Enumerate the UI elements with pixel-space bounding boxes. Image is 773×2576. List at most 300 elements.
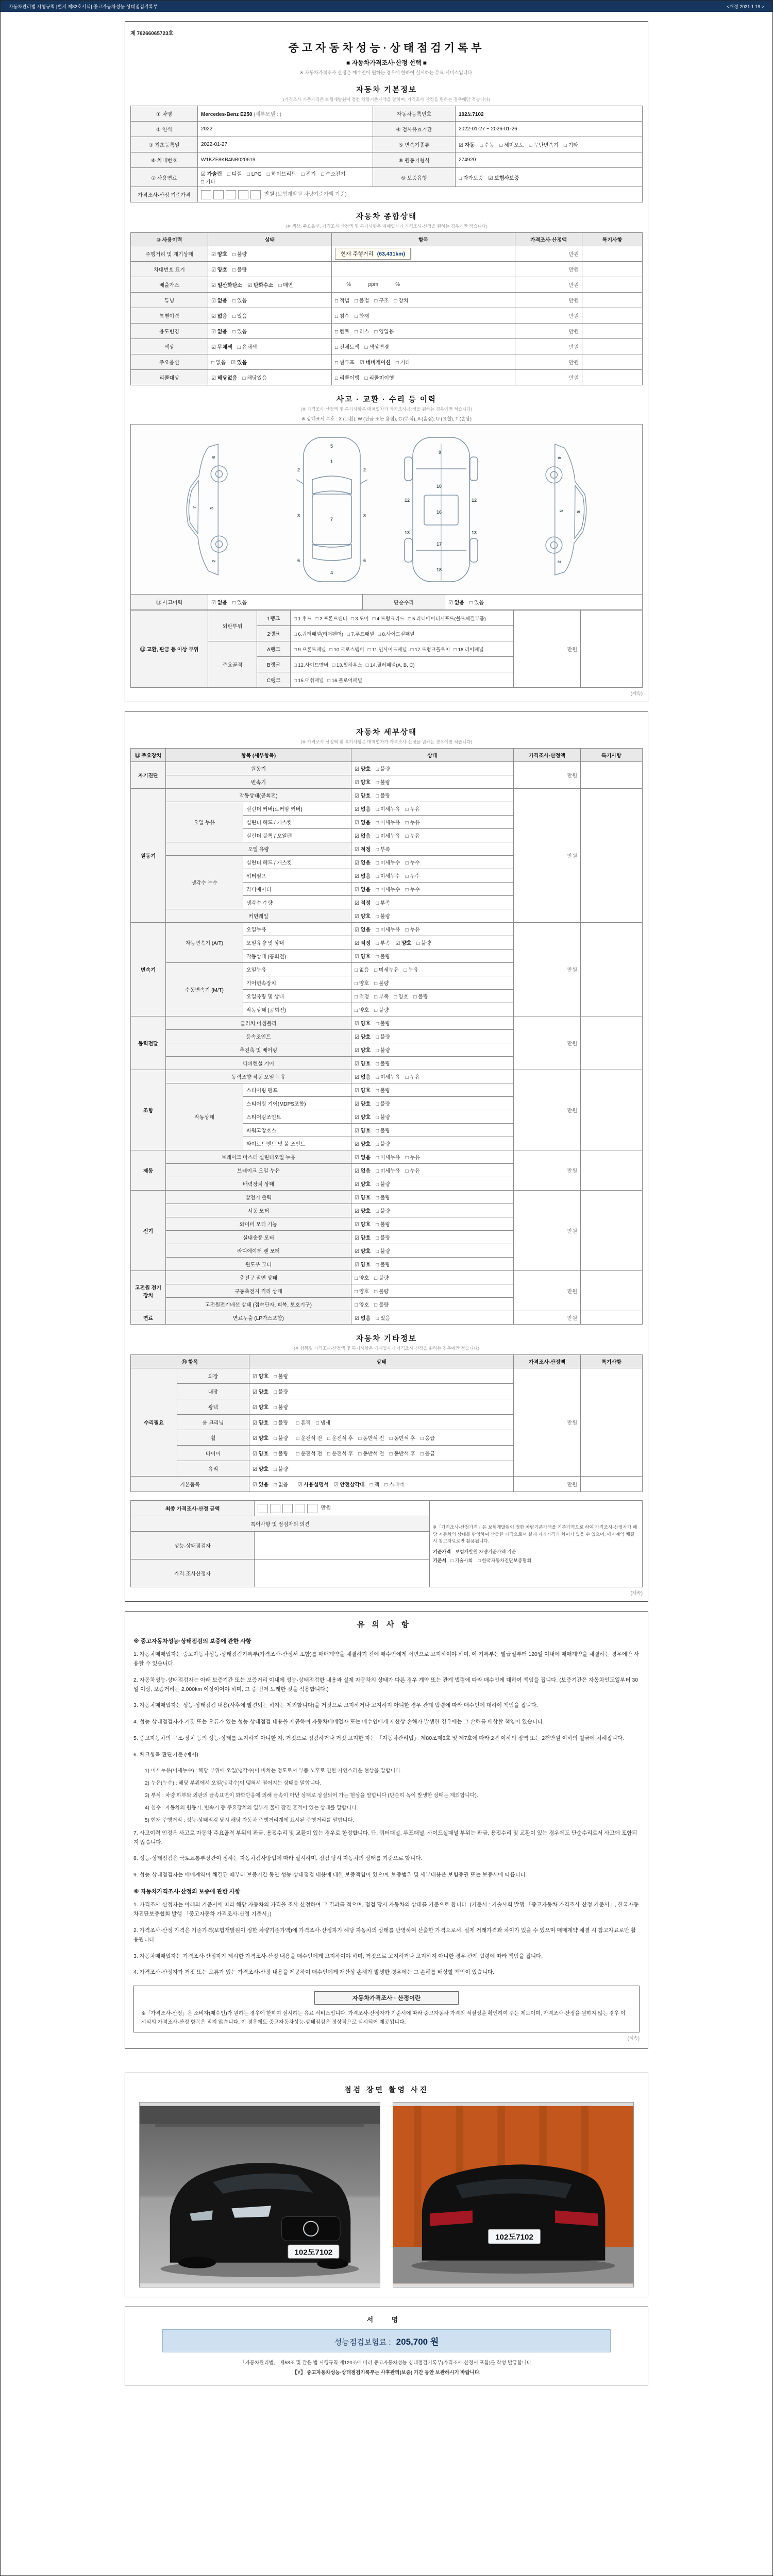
- notice-item: 6. 체크항목 판단기준 (예시): [133, 1751, 198, 1758]
- basic-info-table: [130, 106, 643, 202]
- item-label: 브레이크 오일 누유: [166, 1164, 351, 1177]
- price-cell: 만원: [514, 1311, 581, 1325]
- section-detail-note: (※ 가격조사·산정액 및 특기사항은 매매업자가 가격조사·산정을 원하는 경우에만 적습니다): [300, 739, 473, 744]
- final-price-digit-boxes: [258, 1504, 320, 1513]
- svg-text:2: 2: [557, 560, 562, 563]
- inspector-signature-area: [255, 1532, 430, 1560]
- note-cell: [582, 339, 643, 354]
- checkbox-unchecked: □ 미세누수: [376, 860, 400, 866]
- checkbox-unchecked: □ 양호: [355, 1276, 369, 1281]
- state-cell: [351, 762, 514, 775]
- detail-row: [131, 1150, 643, 1164]
- checkbox-checked: ☑ 안전삼각대: [333, 1482, 365, 1488]
- block-photos: [125, 2073, 648, 2297]
- year-value: 2022: [198, 122, 373, 137]
- notice-criterion: 1) 미세누유(미세누수) : 해당 부위에 오일(냉각수)이 비치는 정도로서 부품 노후로 인한 자연스러운 현상을 말합니다.: [145, 1768, 402, 1774]
- checkbox-unchecked: □ 15.대쉬패널: [294, 677, 324, 684]
- checkbox-checked: ☑ 양호: [355, 1021, 371, 1027]
- repair-needed-group: 수리필요: [131, 1368, 177, 1477]
- vin-value: W1KZF8KB4NB020619: [198, 152, 373, 168]
- svg-text:5: 5: [330, 443, 333, 449]
- parts-cell: [291, 611, 514, 626]
- state-cell: [351, 1191, 514, 1204]
- checkbox-unchecked: □ 있음: [232, 600, 247, 606]
- etc-row: [131, 1368, 643, 1384]
- checkbox-unchecked: □ 스패너: [384, 1482, 404, 1488]
- checkbox-unchecked: □ 동반석 전: [358, 1451, 384, 1457]
- subitem-label: 오일유량 및 상태: [243, 936, 351, 950]
- subitem-label: 스티어링조인트: [243, 1110, 351, 1124]
- notice-item: 1. 자동차매매업자는 중고자동차성능·상태점검기록부(가격조사·산정서 포함)를 매매계약을 체결하기 전에 매수인에게 서면으로 고지하여야 하며, 이 기록부는 발급일부터 120일 이내에 매매계약을 체결하는 경우에만 사용할 수 있습니다.: [133, 1651, 640, 1667]
- checkbox-unchecked: □ 미세누수: [376, 887, 400, 893]
- device-group-label: 동력전달: [131, 1016, 166, 1070]
- checkbox-checked: ☑ 양호: [355, 1101, 371, 1107]
- subitem-label: 냉각수 수량: [243, 896, 351, 909]
- simple-repair-options: [445, 595, 643, 610]
- checkbox-checked: ☑ 네비게이션: [359, 360, 391, 366]
- page-subtitle: ■ 자동차가격조사·산정 선택 ■: [346, 59, 427, 66]
- checkbox-unchecked: □ 매연: [278, 283, 293, 289]
- checkbox-unchecked: □ 4.트렁크리드: [372, 616, 405, 622]
- exchange-panel-table: [130, 610, 643, 688]
- final-price-label: 최종 가격조사·산정 금액: [131, 1501, 255, 1516]
- state-cell: [351, 1258, 514, 1271]
- document-number: 제 76266065723호: [130, 31, 174, 37]
- basis-price-value: 보험개발원 차량기준가액 기준: [455, 1549, 516, 1554]
- panel-group-label: 외판부위: [208, 611, 257, 641]
- checkbox-unchecked: □ 6.쿼터패널(리어펜더): [294, 631, 344, 637]
- subitem-label: 타이로드엔드 및 볼 조인트: [243, 1137, 351, 1150]
- item-cell: [332, 324, 515, 339]
- checkbox-unchecked: □ 불량: [232, 252, 247, 258]
- notice-criterion: 2) 누유(누수) : 해당 부위에서 오일(냉각수)이 맺혀서 떨어지는 상태를 말합니다.: [145, 1780, 322, 1786]
- item-label: 고전원전기배선 상태 (접속단자, 피복, 보호기구): [166, 1298, 351, 1311]
- use-history-label: 차대번호 표기: [131, 262, 208, 277]
- continued-marker: (계속): [627, 2036, 640, 2041]
- checkbox-unchecked: □ 누수: [405, 887, 420, 893]
- svg-text:7: 7: [330, 516, 333, 522]
- warranty-notice-title: ※ 중고자동차성능·상태점검의 보증에 관한 사항: [133, 1638, 251, 1645]
- basic-items-cell: [249, 1477, 514, 1492]
- section-etc-head: [130, 1333, 643, 1351]
- checkbox-unchecked: □ 리콜이행: [335, 376, 360, 381]
- accident-history-label: ⑪ 사고이력: [131, 595, 208, 610]
- checkbox-unchecked: □ 18.리어패널: [453, 647, 484, 653]
- mileage-label: 현재 주행거리: [341, 251, 375, 257]
- item-label: 동력조향 작동 오일 누유: [166, 1070, 351, 1083]
- final-price-table: [130, 1500, 643, 1587]
- checkbox-unchecked: □ 불법: [355, 298, 369, 304]
- exchange-section-label: ⑫ 교환, 판금 등 이상 부위: [131, 611, 208, 688]
- col-state: 상태: [249, 1355, 514, 1368]
- use-history-label: 리콜대상: [131, 370, 208, 385]
- checkbox-checked: ☑ 일산화탄소: [211, 283, 243, 289]
- checkbox-unchecked: □ 양호: [355, 981, 369, 987]
- pricing-notice-title: ※ 자동차가격조사·산정의 보증에 관한 사항: [133, 1889, 241, 1895]
- checkbox-checked: ☑ 양호: [355, 954, 371, 960]
- price-cell: 만원: [514, 923, 581, 1016]
- price-cell: 만원: [515, 354, 582, 370]
- checkbox-unchecked: □ 동반석 후: [389, 1451, 415, 1457]
- form-reference-bar: [1, 1, 772, 12]
- checkbox-unchecked: □ 누수: [405, 860, 420, 866]
- detail-row: [131, 1070, 643, 1083]
- checkbox-unchecked: □ 누수: [405, 874, 420, 879]
- checkbox-unchecked: □ 9.프론트패널: [294, 647, 326, 653]
- checkbox-unchecked: □ 불량: [376, 1101, 391, 1107]
- subitem-label: 오일누유: [243, 923, 351, 936]
- checkbox-checked: ☑ 없음: [355, 807, 371, 812]
- car-name: Mercedes-Benz E250: [201, 112, 253, 117]
- etc-item-label: 내장: [177, 1384, 249, 1399]
- price-cell: 만원: [515, 262, 582, 277]
- svg-text:7: 7: [192, 505, 197, 509]
- note-cell: [581, 611, 643, 688]
- svg-text:3: 3: [363, 513, 366, 518]
- checkbox-unchecked: □ 누유: [405, 820, 420, 826]
- checkbox-checked: ☑ 무채색: [211, 345, 232, 350]
- item-label: 클러치 어셈블리: [166, 1016, 351, 1030]
- checkbox-checked: ☑ 양호: [211, 252, 228, 258]
- section-basic-title: 자동차 기본정보: [356, 86, 417, 94]
- pricing-basis-cell: [430, 1501, 643, 1587]
- digit-box: [226, 190, 236, 199]
- checkbox-unchecked: □ 불량: [376, 1048, 391, 1054]
- checkbox-unchecked: □ 렌트: [335, 329, 350, 335]
- state-cell: [208, 339, 332, 354]
- overall-row: [131, 246, 643, 262]
- item-label: 윈도우 모터: [166, 1258, 351, 1271]
- checkbox-checked: ☑ 탄화수소: [247, 283, 274, 289]
- year-label: ② 연식: [131, 122, 198, 137]
- continued-marker: (계속): [630, 1590, 643, 1596]
- svg-text:6: 6: [363, 557, 366, 563]
- photos-section-title: 점검 장면 촬영 사진: [344, 2086, 429, 2094]
- detail-row: [131, 1191, 643, 1204]
- simple-repair-label: 단순수리: [363, 595, 445, 610]
- checkbox-checked: ☑ 양호: [355, 1128, 371, 1134]
- detail-row: [131, 1016, 643, 1030]
- notice-item: 8. 성능·상태점검은 국토교통부장관이 정하는 자동차검사방법에 따라 실시하며, 점검 당시 자동차의 상태를 기준으로 합니다.: [133, 1855, 423, 1862]
- checkbox-checked: ☑ 자동: [459, 143, 475, 148]
- use-history-label: 튜닝: [131, 293, 208, 308]
- checkbox-unchecked: □ 3.도어: [350, 616, 369, 622]
- car-name-value: [198, 106, 373, 122]
- item-label: 브레이크 마스터 실린더오일 누유: [166, 1150, 351, 1164]
- state-cell: [351, 1311, 514, 1325]
- overall-row: [131, 354, 643, 370]
- svg-text:3: 3: [559, 509, 564, 512]
- rear-license-plate: 102도7102: [495, 2233, 533, 2242]
- rank-label: 2랭크: [257, 626, 291, 641]
- state-cell: [249, 1368, 514, 1384]
- section-etc-title: 자동차 기타정보: [356, 1335, 417, 1343]
- item-label: 커먼레일: [166, 909, 351, 923]
- pricing-notice-item: 1. 가격조사·산정자는 아래의 기준서에 따라 해당 자동차의 가격을 조사·산정하여 그 결과를 적으며, 점검 당시 자동차의 상태를 기준으로 합니다. (기준서 : 기술사회 발행 「중고자동차 가격조사·산정 기준서」, 한국자동차진단보증협회 발행 「중고자동차 가격조사·산정 기준서」): [133, 1902, 639, 1917]
- col-state: 상태: [351, 749, 514, 762]
- photo-rear-view: [393, 2102, 634, 2287]
- checkbox-unchecked: □ 응급: [420, 1436, 435, 1442]
- section-accident-title: 사고 · 교환 · 수리 등 이력: [337, 396, 436, 404]
- checkbox-unchecked: □ 적정: [355, 994, 369, 1000]
- checkbox-unchecked: □ 수동: [480, 143, 495, 148]
- checkbox-checked: ☑ 양호: [355, 1262, 371, 1268]
- checkbox-unchecked: □ 미세누유: [376, 807, 400, 812]
- digit-box: [295, 1504, 305, 1513]
- checkbox-unchecked: □ 미세누유: [376, 1168, 400, 1174]
- checkbox-unchecked: □ 운전석 전: [296, 1451, 323, 1457]
- checkbox-unchecked: □ 10.크로스멤버: [329, 647, 364, 653]
- table-row: [131, 168, 643, 187]
- item-label: 라디에이터 팬 모터: [166, 1244, 351, 1258]
- subitem-label: 작동상태 (공회전): [243, 950, 351, 963]
- subitem-label: 실린더 커버(로커암 커버): [243, 802, 351, 816]
- svg-text:3: 3: [209, 506, 214, 510]
- current-mileage: [335, 248, 411, 260]
- rank-label: B랭크: [257, 657, 291, 672]
- item-label: 오일 누유: [166, 802, 243, 842]
- price-cell: 만원: [515, 246, 582, 262]
- checkbox-unchecked: □ 미세누유: [376, 834, 400, 839]
- checkbox-checked: ☑ 양호: [355, 767, 371, 772]
- checkbox-checked: ☑ 양호: [355, 1061, 371, 1067]
- checkbox-unchecked: □ 양호: [355, 1289, 369, 1295]
- checkbox-unchecked: □ 기타: [395, 360, 410, 366]
- state-cell: [351, 883, 514, 896]
- inspector-opinion-header: 특이사항 및 점검자의 의견: [131, 1516, 430, 1532]
- device-group-label: 변속기: [131, 923, 166, 1016]
- device-group-label: 전기: [131, 1191, 166, 1271]
- checkbox-unchecked: □ 7.루프패널: [347, 631, 375, 637]
- item-label: 수동변속기 (M/T): [166, 963, 243, 1016]
- device-group-label: 조향: [131, 1070, 166, 1150]
- price-cell: 만원: [514, 789, 581, 923]
- state-cell: [351, 1083, 514, 1097]
- checkbox-checked: ☑ 양호: [355, 1035, 371, 1040]
- checkbox-checked: ☑ 양호: [253, 1451, 269, 1457]
- engine-type-label: ⑧ 원동기형식: [373, 152, 456, 168]
- state-cell: [351, 1271, 514, 1284]
- warranty-notice-list: [133, 1650, 640, 1880]
- notice-criterion: 5) 현재 주행거리 : 성능·상태점검 당시 해당 자동차 주행거리계에 표시된 주행거리를 말합니다.: [145, 1817, 354, 1823]
- notice-item: 2. 자동차성능·상태점검자는 아래 보증기간 또는 보증거리 이내에 성능·상태점검한 내용과 실제 자동차의 상태가 다른 경우 계약 또는 관계 법령에 따라 매수인에 대하여 책임을 집니다. (보증기간은 자동차인도일부터 30일 이상, 보증거리는 2,000km 이상이어야 하며, 그 중 먼저 도래한 것을 적용합니다.): [133, 1676, 638, 1692]
- price-cell: 만원: [514, 1477, 581, 1492]
- checkbox-unchecked: □ 불량: [376, 1088, 391, 1094]
- subitem-label: 작동상태 (공회전): [243, 1003, 351, 1016]
- car-body-diagrams: [130, 424, 643, 594]
- checkbox-unchecked: □ 해당있음: [242, 376, 267, 381]
- checkbox-unchecked: □ 동반석 전: [358, 1436, 384, 1442]
- checkbox-checked: ☑ 양호: [395, 941, 412, 946]
- col-item: 항목 (세부항목): [166, 749, 351, 762]
- checkbox-unchecked: □ 운전석 후: [327, 1451, 354, 1457]
- etc-item-label: 타이어: [177, 1446, 249, 1461]
- digit-box: [213, 190, 224, 199]
- checkbox-checked: ☑ 양호: [253, 1389, 269, 1395]
- table-header-row: [131, 1355, 643, 1368]
- state-cell: [351, 842, 514, 856]
- basis-doc-label: 기준서: [433, 1557, 447, 1563]
- checkbox-unchecked: □ 8.사이드실패널: [378, 631, 415, 637]
- notices-title: 유의사항: [357, 1620, 416, 1629]
- checkbox-checked: ☑ 양호: [355, 1195, 371, 1201]
- checkbox-unchecked: □ 적법: [335, 298, 350, 304]
- use-history-label: 색상: [131, 339, 208, 354]
- checkbox-unchecked: □ 불량: [376, 780, 391, 786]
- checkbox-unchecked: □ 불량: [376, 1061, 391, 1067]
- basis-doc-options: [451, 1558, 536, 1563]
- state-cell: [351, 1177, 514, 1191]
- overall-row: [131, 324, 643, 339]
- digit-box: [270, 1504, 280, 1513]
- checkbox-checked: ☑ 없음: [211, 329, 228, 335]
- parts-cell: [291, 657, 514, 672]
- checkbox-unchecked: □ 누유: [405, 1155, 420, 1161]
- checkbox-unchecked: □ 불량: [374, 1008, 389, 1013]
- state-cell: [351, 1003, 514, 1016]
- subitem-label: 실린더 헤드 / 개스킷: [243, 856, 351, 869]
- checkbox-unchecked: □ 17.트렁크플로어: [410, 647, 450, 653]
- state-cell: [208, 246, 332, 262]
- checkbox-unchecked: □ 미세누수: [376, 874, 400, 879]
- state-cell: [351, 990, 514, 1003]
- state-cell: [351, 1204, 514, 1217]
- checkbox-unchecked: □ 2.프론트펜더: [315, 616, 347, 622]
- checkbox-checked: ☑ 양호: [355, 1249, 371, 1255]
- warranty-type-label: ⑨ 보증유형: [373, 168, 456, 187]
- state-cell: [249, 1446, 514, 1461]
- checkbox-unchecked: □ 불량: [274, 1405, 289, 1411]
- checkbox-unchecked: □ 불량: [232, 267, 247, 273]
- price-cell: 만원: [515, 308, 582, 324]
- pricing-definition-text: ※「가격조사·산정」은 소비자(매수인)가 원하는 경우에 한하여 실시하는 유료 서비스입니다. 가격조사·산정자가 기준서에 따라 중고자동차 가격의 적절성을 확인하여 주는 제도이며, 가격조사·산정을 원하지 않는 경우 이 서식의 가격조사·산정 항목은 적지 않습니다. 이 경우에도 중고자동차성능·상태점검은 정상적으로 실시되어 제공됩니다.: [141, 2011, 626, 2025]
- basis-price-label: 기준가격: [433, 1549, 451, 1554]
- state-cell: [351, 1016, 514, 1030]
- checkbox-checked: ☑ 적정: [355, 847, 371, 853]
- checkbox-unchecked: □ 부족: [376, 847, 391, 853]
- state-cell: [351, 1244, 514, 1258]
- state-cell: [208, 308, 332, 324]
- etc-item-label: 휠: [177, 1430, 249, 1446]
- price-cell: 만원: [515, 324, 582, 339]
- item-label: 발전기 출력: [166, 1191, 351, 1204]
- price-cell: 만원: [514, 1070, 581, 1150]
- basis-doc-row: [433, 1557, 639, 1564]
- checkbox-unchecked: □ 없음: [274, 1482, 289, 1488]
- use-history-label: 주행거리 및 계기상태: [131, 246, 208, 262]
- item-label: 추진축 및 베어링: [166, 1043, 351, 1057]
- appraiser-column-label: 가격·조사산정자: [131, 1560, 255, 1587]
- price-cell: 만원: [515, 339, 582, 354]
- price-cell: 만원: [514, 1368, 581, 1477]
- col-note: 특기사항: [582, 233, 643, 246]
- notice-item: 4. 성능·상태점검자가 거짓 또는 오류가 있는 성능·상태점검 내용을 제공하여 자동차매매업자 또는 매수인에게 재산상 손해가 발생한 경우에는 그 손해를 배상할 책임이 있습니다.: [133, 1719, 545, 1725]
- checkbox-unchecked: □ 없음: [355, 968, 369, 973]
- notice-item: 7. 사고이력 인정은 사고로 자동차 주요골격 부위의 판금, 용접수리 및 교환이 있는 경우로 한정합니다. 단, 쿼터패널, 루프패널, 사이드실패널 부위는 판금, 용접수리 및 교환이 있는 경우에도 단순수리로서 사고에 포함되지 않습니다.: [133, 1829, 637, 1845]
- block-signature: [125, 2307, 648, 2385]
- pricing-notice-item: 3. 자동차매매업자는 가격조사·산정자가 제시한 가격조사·산정 내용을 매수인에게 고지하여야 하며, 거짓으로 고지하거나 고지하지 아니한 경우 관계 법령에 따라 책임을 집니다.: [133, 1953, 543, 1959]
- engine-type-value: 274920: [456, 152, 643, 168]
- legal-statement-line: 「자동차관리법」 제58조 및 같은 법 시행규칙 제120조에 따라 중고자동차성능·상태점검기록부(가격조사·산정서 포함)를 작성·발급합니다.: [240, 2360, 533, 2366]
- reg-no-label: 자동차등록번호: [373, 106, 456, 122]
- checkbox-unchecked: □ 운전석 전: [296, 1436, 323, 1442]
- base-price-unit: 만원: [264, 192, 275, 198]
- col-device: ⑬ 주요장치: [131, 749, 166, 762]
- item-label: 작동상태: [166, 1083, 243, 1150]
- svg-text:17: 17: [436, 541, 442, 547]
- photo-row: [130, 2102, 643, 2287]
- checkbox-unchecked: □ 전체도색: [335, 345, 360, 350]
- state-cell: [208, 354, 332, 370]
- svg-text:2: 2: [363, 467, 366, 472]
- state-cell: [249, 1415, 514, 1430]
- detail-row: [131, 923, 643, 936]
- accident-history-options: [208, 595, 363, 610]
- checkbox-unchecked: □ 불량: [274, 1420, 289, 1426]
- item-label: 변속기: [166, 775, 351, 789]
- basic-items-row: [131, 1477, 643, 1492]
- checkbox-unchecked: □ 누유: [405, 807, 420, 812]
- checkbox-unchecked: □ 없음: [211, 360, 226, 366]
- svg-text:9: 9: [439, 449, 442, 455]
- checkbox-checked: ☑ 양호: [253, 1420, 269, 1426]
- note-cell: [581, 762, 643, 789]
- digit-box: [307, 1504, 317, 1513]
- device-group-label: 자기진단: [131, 762, 166, 789]
- note-cell: [581, 1016, 643, 1070]
- note-cell: [581, 1477, 643, 1492]
- item-cell: [332, 308, 515, 324]
- table-row: [131, 595, 643, 610]
- form-reference-left: 자동차관리법 시행규칙 [별지 제82호서식] 중고자동차성능·상태점검기록부: [9, 4, 158, 9]
- checkbox-checked: ☑ 없음: [448, 600, 465, 606]
- checkbox-unchecked: □ 미세누유: [374, 968, 399, 973]
- checkbox-unchecked: □ 불량: [376, 1115, 391, 1121]
- checkbox-checked: ☑ 없음: [355, 820, 371, 826]
- price-cell: 만원: [514, 762, 581, 789]
- item-label: 디퍼렌셜 기어: [166, 1057, 351, 1070]
- checkbox-unchecked: □ 불량: [416, 941, 431, 946]
- checkbox-checked: ☑ 양호: [355, 1235, 371, 1241]
- warranty-type-options: [456, 168, 643, 187]
- item-label: 충전구 절연 상태: [166, 1271, 351, 1284]
- note-cell: [582, 277, 643, 293]
- svg-text:13: 13: [405, 530, 410, 535]
- note-cell: [581, 789, 643, 923]
- section-basic-head: [130, 84, 643, 103]
- item-label: 냉각수 누수: [166, 856, 243, 909]
- diagram-bottom-view: [386, 430, 496, 589]
- state-cell: [249, 1399, 514, 1415]
- appraiser-signature-area: [255, 1560, 430, 1587]
- price-cell: 만원: [514, 611, 581, 688]
- state-code-legend: ※ 상태표시 부호 : X (교환), W (판금 또는 용접), C (부식), A (흠집), U (요철), T (손상): [301, 416, 472, 421]
- insurance-fee-label: 성능점검보험료 :: [334, 2338, 391, 2347]
- state-cell: [351, 1070, 514, 1083]
- document-body: [125, 21, 648, 2385]
- svg-text:2: 2: [297, 467, 300, 472]
- checkbox-checked: ☑ 없음: [355, 1155, 371, 1161]
- state-cell: [208, 293, 332, 308]
- checkbox-checked: ☑ 보험사보증: [488, 175, 519, 181]
- subitem-label: 오일유량 및 상태: [243, 990, 351, 1003]
- block-basic-overall-accident: [125, 21, 648, 702]
- checkbox-unchecked: □ 썬루프: [335, 360, 355, 366]
- checkbox-unchecked: □ 불량: [274, 1451, 289, 1457]
- state-cell: [351, 1164, 514, 1177]
- block-notices: [125, 1611, 648, 2049]
- checkbox-unchecked: □ 있음: [376, 1316, 391, 1321]
